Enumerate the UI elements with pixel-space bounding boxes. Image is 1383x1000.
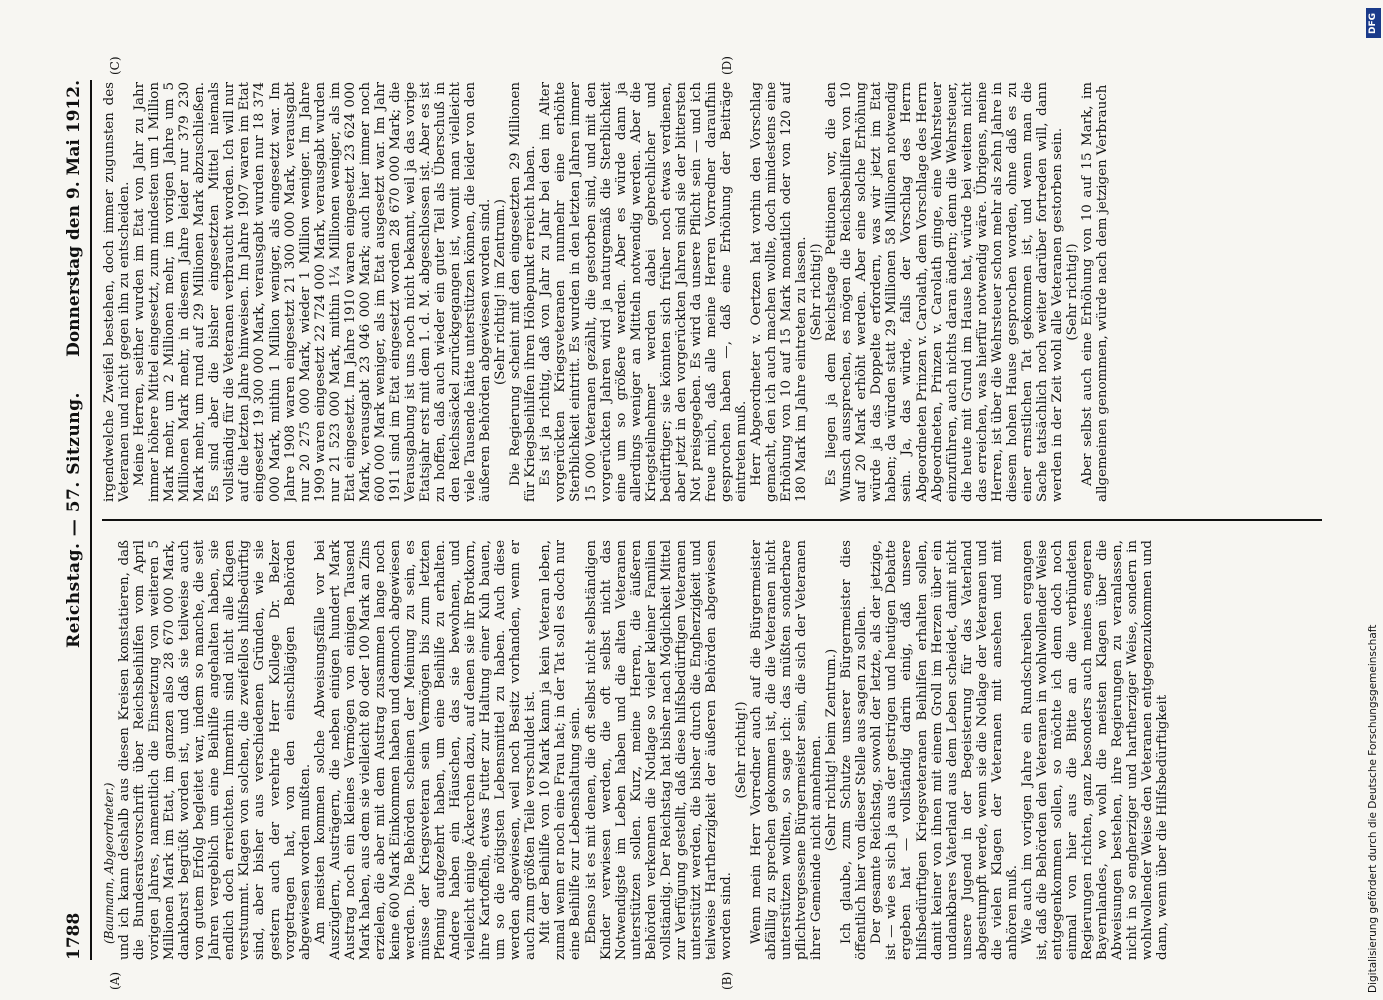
column-divider	[102, 519, 1322, 521]
digitization-credit: Digitalisierung gefördert durch die Deutsche Forschungsgemeinschaft	[1367, 624, 1379, 993]
paragraph: irgendwelche Zweifel bestehen, doch immer zugunsten des Veteranen und nicht gegen ihn zu entscheiden.	[102, 82, 133, 502]
paragraph: Die Regierung scheint mit den eingesetzten 29 Millionen für Kriegsbeihilfen ihren Höhepunkt erreicht haben.	[508, 82, 539, 502]
right-column	[102, 82, 1322, 502]
interjection: (Sehr richtig!)	[733, 701, 749, 799]
session-title: Reichstag. — 57. Sitzung.	[64, 392, 84, 648]
rotated-page-content	[60, 56, 1330, 990]
margin-mark-a: (A)	[108, 971, 122, 990]
paragraph: Es liegen ja dem Reichstage Petitionen vor, die den Wunsch aussprechen, es mögen die Reichsbeihilfen von 10 auf 20 Mark erhöht werden. Aber eine solche Erhöhung würde ja das Doppelte erfordern, was wir jetzt im Etat haben; da würden statt 29 Millionen 58 Millionen notwendig sein. Ja, das würde, falls der Vorschlag des Herrn Abgeordneten Prinzen v. Carolath, dem Vorschlage des Herrn Abgeordneten, Prinzen v. Carolath ginge, eine Wehrsteuer einzuführen, auch nichts daran ändern; denn die Wehrsteuer, die heute mit Grund im Hause hat, würde bei weitem nicht das erreichen, was hierfür notwendig wäre. Übrigens, meine Herren, ist über die Wehrsteuer schon mehr als zehn Jahre in diesem hohen Hause gesprochen worden, ohne daß es zu einer ernstlichen Tat gekommen ist, und wenn man die Sache tatsächlich noch weiter darüber fortreden will, dann werden in der Zeit wohl alle Veteranen gestorben sein.	[824, 82, 1065, 502]
paragraph: Aber selbst auch eine Erhöhung von 10 auf 15 Mark, im allgemeinen genommen, würde nach dem jetzigen Verbrauch	[1080, 82, 1111, 502]
dfg-logo: DFG	[1366, 8, 1381, 38]
session-date: Donnerstag den 9. Mai 1912.	[64, 80, 84, 357]
paragraph: Der gesamte Reichstag, sowohl der letzte, als der jetzige, ist — wie es sich ja aus der gestrigen und heutigen Debatte ergeben hat — vollständig darin einig, daß unsere hilfsbedürftigen Kriegsveteranen Beihilfen erhalten sollen, damit keiner von ihnen mit einem Groll im Herzen über ein undankbares Vaterland aus dem Leben scheidet, damit nicht unsere Jugend in der Begeisterung für das Vaterland abgestumpft werde, wenn sie die Notlage der Veteranen und die vielen Klagen der Veteranen mit ansehen und mit anhören muß.	[869, 540, 1020, 960]
speaker-note: (Baumann, Abgeordneter.)	[102, 782, 116, 944]
paragraph: Es ist ja richtig, daß von Jahr zu Jahr bei den im Alter vorgerückten Kriegsveteranen nunmehr eine erhöhte Sterblichkeit eintritt. Es wurden in den letzten Jahren immer 15 000 Veteranen gezählt, die gestorben sind, und mit den vorgerückten Jahren wird ja naturgemäß die Sterblichkeit eine um so größere werden. Aber es würde dann ja allerdings weniger an Mitteln notwendig werden. Aber die Kriegsteilnehmer werden dabei gebrechlicher und bedürftiger; sie könnten sich früher noch etwas verdienen, aber jetzt in den vorgerückten Jahren sind sie der bittersten Not preisgegeben. Es wird da unsere Pflicht sein — und ich freue mich, daß alle meine Herren Vorredner daraufhin gesprochen haben —, daß eine Erhöhung der Beiträge eintreten muß.	[538, 82, 749, 502]
margin-mark-c: (C)	[108, 56, 122, 75]
paragraph: Ebenso ist es mit denen, die oft selbst nicht selbständigen Kinder verwiesen werden, die oft selbst nicht das Notwendigste im Leben haben und die alten Veteranen unterstützen sollen. Kurz, meine Herren, die äußeren Behörden verkennen die Notlage so vieler kleiner Familien vollständig. Der Reichstag hat bisher nach Möglichkeit Mittel zur Verfügung gestellt, daß diese hilfsbedürftigen Veteranen unterstützt werden, die bisher durch die Engherzigkeit und teilweise Hartherzigkeit der äußeren Behörden abgewiesen worden sind.	[583, 540, 734, 960]
paragraph: Mit der Beihilfe von 10 Mark kann ja kein Veteran leben, zumal wenn er noch eine Frau hat; in der Tat soll es doch nur eine Beihilfe zur Lebenshaltung sein.	[538, 540, 584, 960]
margin-mark-d: (D)	[720, 56, 734, 75]
paragraph: Ich glaube, zum Schutze unserer Bürgermeister dies öffentlich hier von dieser Stelle aus sagen zu sollen.	[839, 540, 870, 960]
left-column	[102, 540, 1322, 960]
interjection: (Sehr richtig! beim Zentrum.)	[824, 648, 840, 852]
paragraph: und ich kann deshalb aus diesen Kreisen konstatieren, daß die Bundesratsvorschrift über Reichsbeihilfen vom April vorigen Jahres, namentlich die Einsetzung von weiteren 5 Millionen Mark im Etat, im ganzen also 28 670 000 Mark, dankbarst begrüßt worden ist, und daß sie teilweise auch von gutem Erfolg begleitet war, indem so manche, die seit Jahren vergeblich um eine Beihilfe angehalten haben, sie endlich doch erreichten. Immerhin sind nicht alle Klagen verstummt. Klagen von solchen, die zweifellos hilfsbedürftig sind, aber bisher aus verschiedenen Gründen, wie sie gestern auch der verehrte Herr Kollege Dr. Belzer vorgetragen hat, von den einschlägigen Behörden abgewiesen worden mußten.	[117, 540, 313, 960]
paragraph: Am meisten kommen solche Abweisungsfälle vor bei Auszüglern, Austrägern, die neben einigen hundert Mark Austrag noch ein kleines Vermögen von einigen Tausend Mark haben, aus dem sie vielleicht 80 oder 100 Mark an Zins erzielen, die aber mit dem Austrag zusammen lange noch keine 600 Mark Einkommen haben und dennoch abgewiesen werden. Die Behörden scheinen der Meinung zu sein, es müsse der Kriegsveteran sein Vermögen bis zum letzten Pfennig aufgezehrt haben, um eine Beihilfe zu erhalten. Andere haben ein Häuschen, das sie bewohnen, und vielleicht einige Äckerchen dazu, auf denen sie ihr Brotkorn, ihre Kartoffeln, etwas Futter zur Haltung einer Kuh bauen, um so die nötigsten Lebensmittel zu haben. Auch diese werden abgewiesen, weil noch Besitz vorhanden, wenn er auch zum größten Teile verschuldet ist.	[312, 540, 539, 960]
paragraph: Wie auch im vorigen Jahre ein Rundschreiben ergangen ist, daß die Behörden den Veteranen in wohlwollender Weise entgegenkommen sollen, so möchte ich denn doch noch einmal von hier aus die Bitte an die verbündeten Regierungen richten, ganz besonders auch meines engeren Bayernlandes, wo wohl die meisten Klagen über die Abweisungen bestehen, ihre Regierungen zu veranlassen, nicht in so engherziger und hartherziger Weise, sondern in wohlwollender Weise den Veteranen entgegenzukommen und dann, wenn über die Hilfsbedürftigkeit	[1019, 540, 1171, 960]
margin-mark-b: (B)	[720, 971, 734, 990]
interjection: (Sehr richtig! im Zentrum.)	[493, 199, 509, 385]
interjection: (Sehr richtig!)	[809, 243, 825, 341]
paragraph: Meine Herren, seither wurden im Etat von Jahr zu Jahr immer höhere Mittel eingesetzt, zum mindesten um 1 Million Mark mehr, um 2 Millionen mehr, im vorigen Jahre um 5 Millionen Mark mehr, in diesem Jahre leider nur 379 230 Mark mehr, um rund auf 29 Millionen Mark abzuschließen. Es sind aber die bisher eingesetzten Mittel niemals vollständig für die Veteranen verbraucht worden. Ich will nur auf die letzten Jahre hinweisen. Im Jahre 1907 waren im Etat eingesetzt 19 300 000 Mark, verausgabt wurden nur 18 374 000 Mark, mithin 1 Million weniger, als eingesetzt war. Im Jahre 1908 waren eingesetzt 21 300 000 Mark, verausgabt nur 20 275 000 Mark, wieder 1 Million weniger. Im Jahre 1909 waren eingesetzt 22 724 000 Mark, verausgabt wurden nur 21 523 000 Mark, mithin 1¼ Millionen weniger, als im Etat eingesetzt. Im Jahre 1910 waren eingesetzt 23 624 000 Mark, verausgabt 23 046 000 Mark; auch hier immer noch 600 000 Mark weniger, als im Etat ausgesetzt war. Im Jahr 1911 sind im Etat eingesetzt worden 28 670 000 Mark; die Verausgabung ist uns noch nicht bekannt, weil ja das vorige Etatsjahr erst mit dem 1. d. M. abgeschlossen ist. Aber es ist zu hoffen, daß auch wieder ein guter Teil als Überschuß in den Reichssäckel zurückgegangen ist, womit man vielleicht viele Tausende hätte unterstützen können, die leider von den äußeren Behörden abgewiesen worden sind.	[132, 82, 494, 502]
page-number: 1788	[64, 912, 84, 960]
paragraph: Herr Abgeordneter v. Oertzen hat vorhin den Vorschlag gemacht, den ich auch machen wollte, doch mindestens eine Erhöhung von 10 auf 15 Mark monatlich oder von 120 auf 180 Mark im Jahre eintreten zu lassen.	[749, 82, 810, 502]
paragraph: Wenn mein Herr Vorredner auch auf die Bürgermeister abfällig zu sprechen gekommen ist, die die Veteranen nicht unterstützen wollten, so sage ich: das müßten sonderbare pflichtvergessene Bürgermeister sein, die sich der Veteranen ihrer Gemeinde nicht annehmen.	[749, 540, 825, 960]
interjection: (Sehr richtig!)	[1065, 243, 1080, 341]
running-header	[60, 80, 92, 960]
